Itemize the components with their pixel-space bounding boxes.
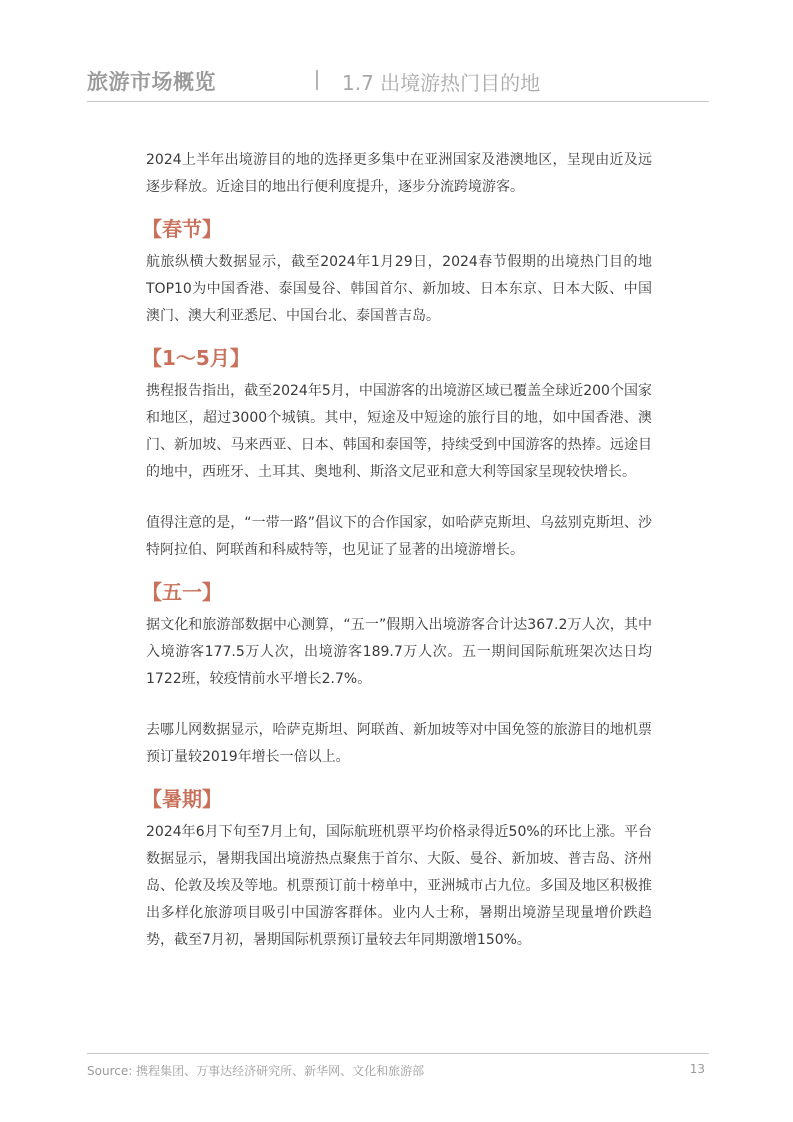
- section-title-summer: 【暑期】: [142, 787, 222, 811]
- section-title-jan-may: 【1～5月】: [142, 346, 250, 370]
- jan-may-paragraph-2: 值得注意的是，“一带一路”倡议下的合作国家，如哈萨克斯坦、乌兹别克斯坦、沙特阿拉伯、阿联酋和科威特等，也见证了显著的出境游增长。: [146, 515, 652, 558]
- may-day-paragraph-1: 据文化和旅游部数据中心测算，“五一”假期入出境游客合计达367.2万人次，其中入境游客177.5万人次，出境游客189.7万人次。五一期间国际航班架次达日均1722班，较疫情前水平增长2.7%。: [146, 617, 652, 687]
- may-day-paragraph-2: 去哪儿网数据显示，哈萨克斯坦、阿联酋、新加坡等对中国免签的旅游目的地机票预订量较2019年增长一倍以上。: [146, 722, 652, 765]
- section-title-may-day: 【五一】: [142, 580, 222, 604]
- spring-festival-paragraph: 航旅纵横大数据显示，截至2024年1月29日，2024春节假期的出境热门目的地TOP10为中国香港、泰国曼谷、韩国首尔、新加坡、日本东京、日本大阪、中国澳门、澳大利亚悉尼、中国台北、泰国普吉岛。: [146, 254, 652, 324]
- footer-divider: [87, 1053, 709, 1054]
- section-title-spring-festival: 【春节】: [142, 217, 222, 241]
- intro-paragraph: 2024上半年出境游目的地的选择更多集中在亚洲国家及港澳地区，呈现由近及远逐步释放。近途目的地出行便利度提升，逐步分流跨境游客。: [146, 152, 652, 195]
- footer-source: Source: 携程集团、万事达经济研究所、新华网、文化和旅游部: [87, 1064, 425, 1078]
- header-divider: [87, 101, 709, 102]
- main-content: [142, 147, 652, 954]
- header-separator: [316, 70, 318, 90]
- header-subtitle: 1.7 出境游热门目的地: [342, 71, 541, 95]
- jan-may-paragraph-1: 携程报告指出，截至2024年5月，中国游客的出境游区域已覆盖全球近200个国家和地区，超过3000个城镇。其中，短途及中短途的旅行目的地，如中国香港、澳门、新加坡、马来西亚、日本、韩国和泰国等，持续受到中国游客的热捧。远途目的地中，西班牙、土耳其、奥地利、斯洛文尼亚和意大利等国家呈现较快增长。: [146, 383, 652, 480]
- page-header: [87, 66, 709, 96]
- summer-paragraph: 2024年6月下旬至7月上旬，国际航班机票平均价格录得近50%的环比上涨。平台数据显示，暑期我国出境游热点聚焦于首尔、大阪、曼谷、新加坡、普吉岛、济州岛、伦敦及埃及等地。机票预订前十榜单中，亚洲城市占九位。多国及地区积极推出多样化旅游项目吸引中国游客群体。业内人士称，暑期出境游呈现量增价跌趋势，截至7月初，暑期国际机票预订量较去年同期激增150%。: [146, 824, 652, 948]
- page-number: 13: [689, 1062, 705, 1076]
- header-title: 旅游市场概览: [87, 70, 216, 94]
